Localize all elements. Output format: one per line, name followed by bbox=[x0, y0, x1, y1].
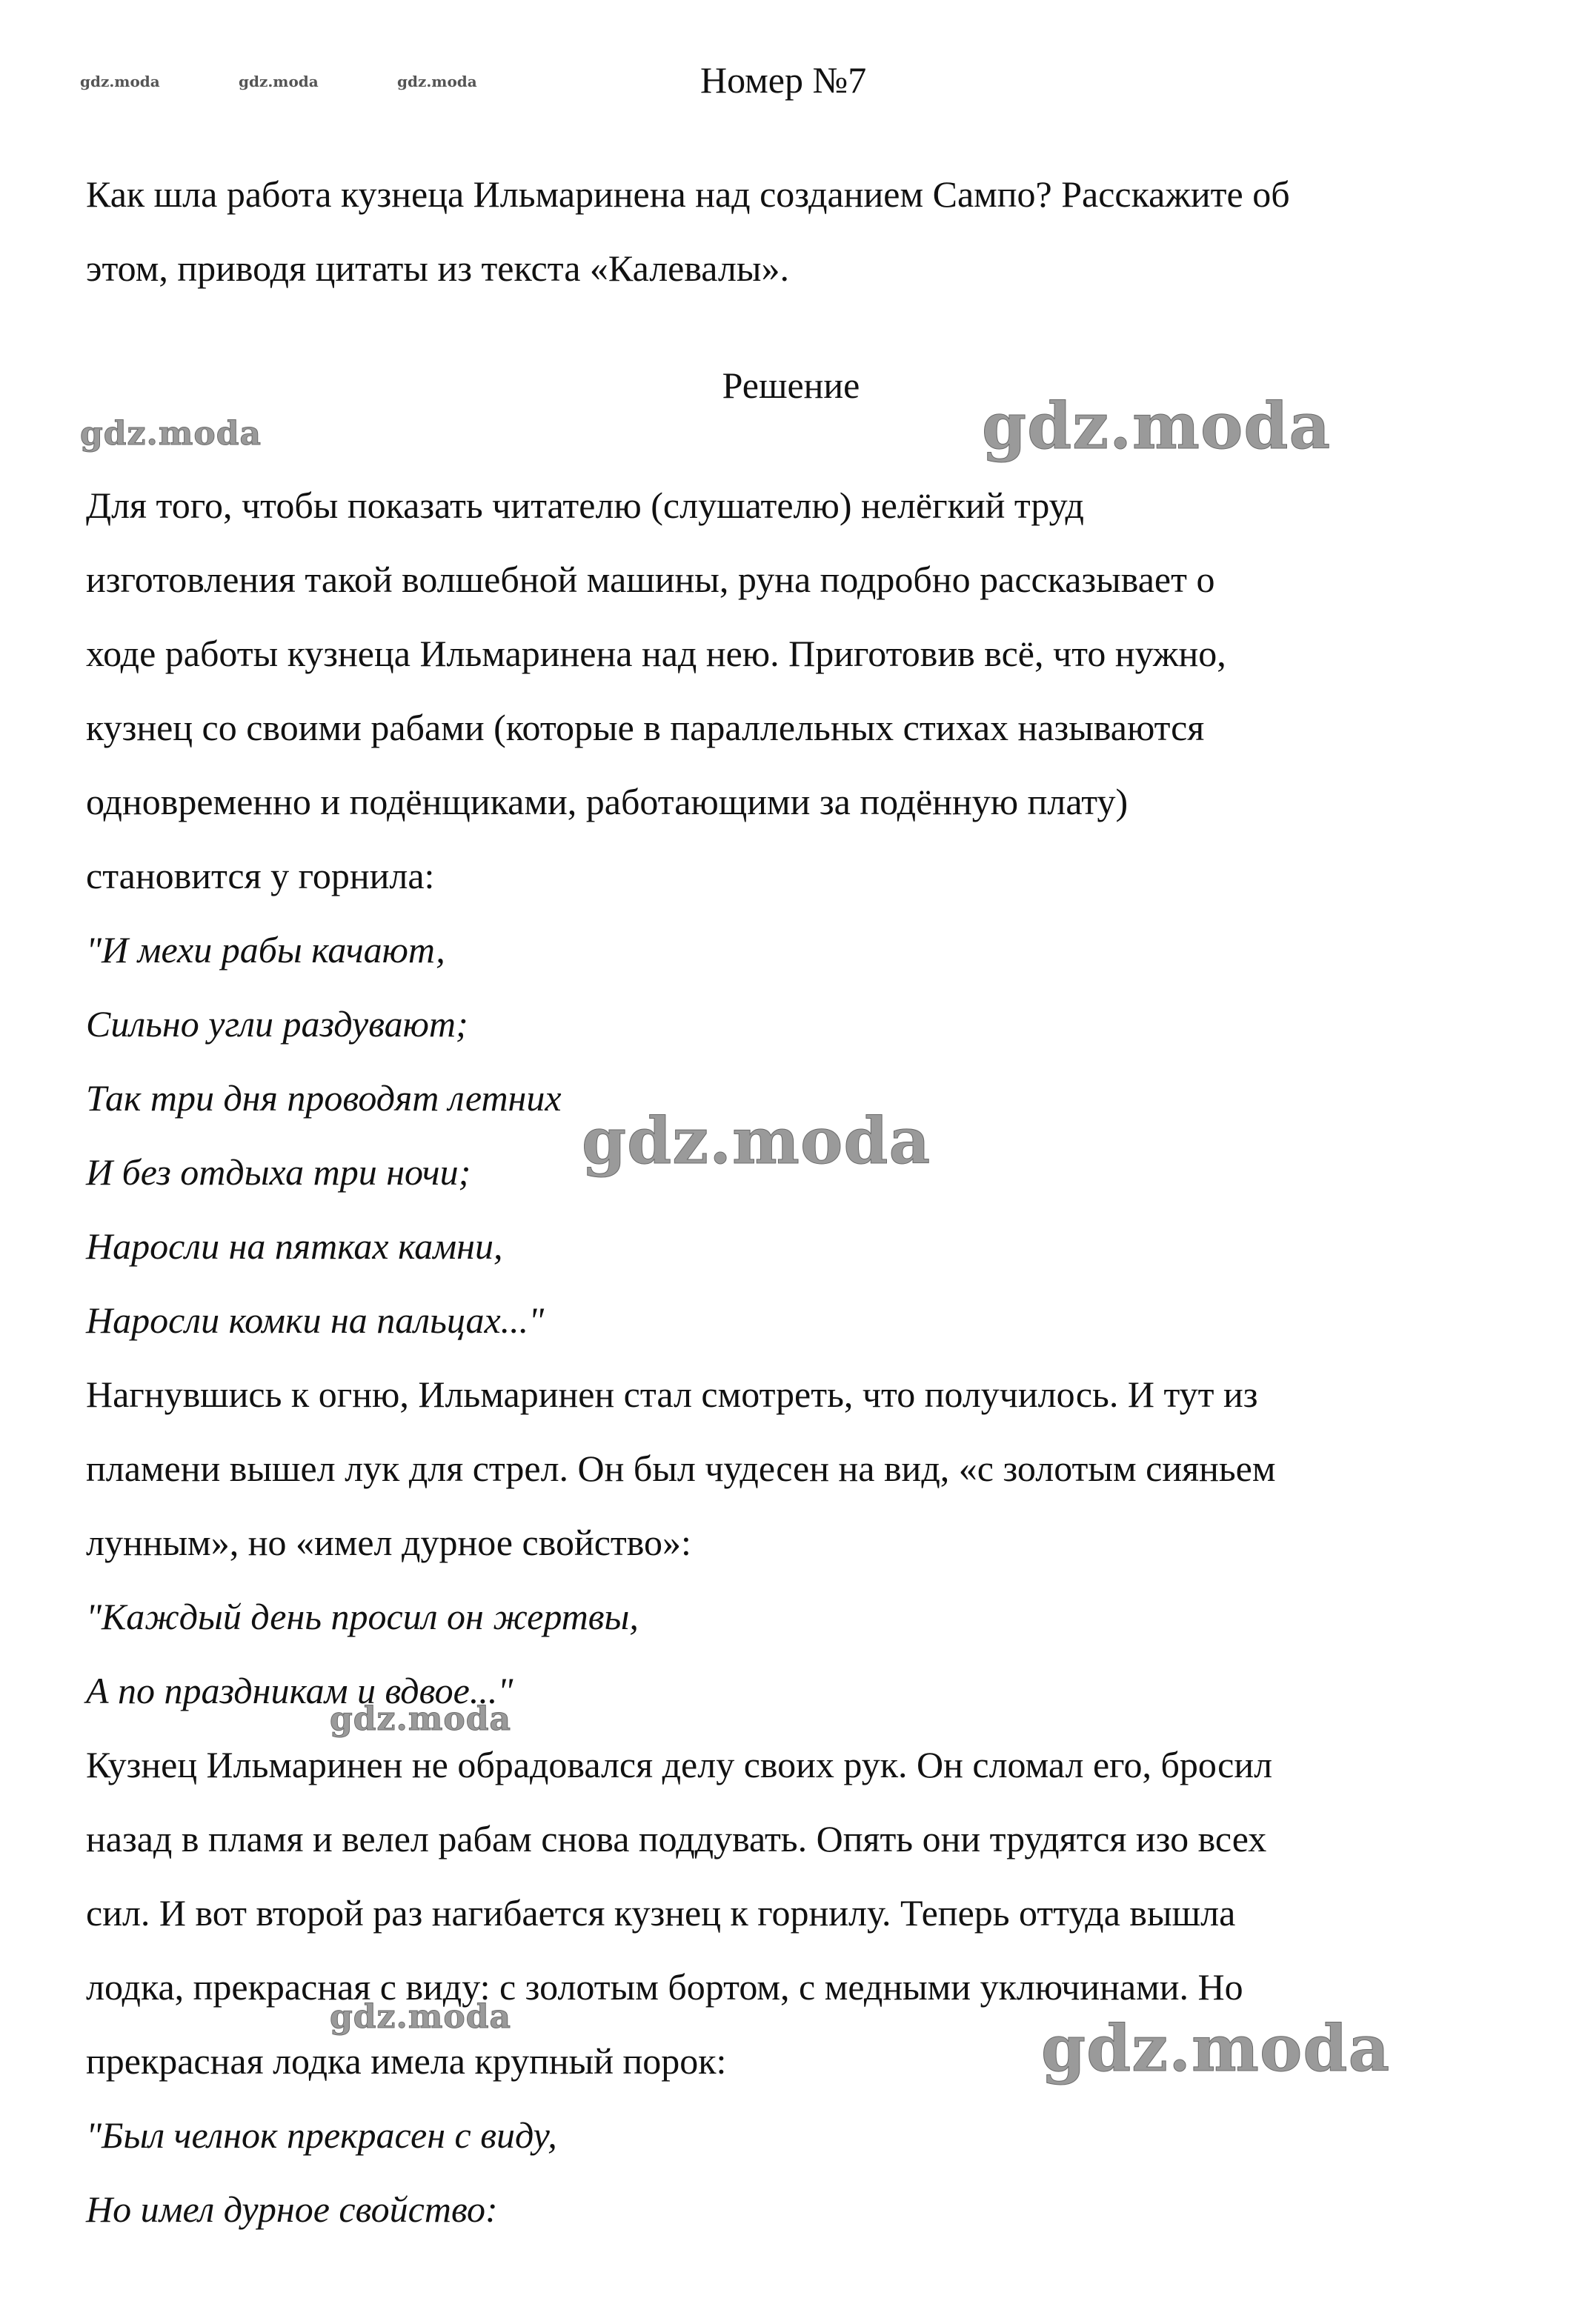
paragraph-1-line-4: кузнец со своими рабами (которые в параллельных стихах называются bbox=[86, 707, 1205, 748]
watermark-small-2: gdz.moda bbox=[330, 1998, 512, 2036]
quote-2-line-2: А по праздникам и вдвое..." bbox=[86, 1670, 514, 1711]
question-line-1: Как шла работа кузнеца Ильмаринена над созданием Сампо? Расскажите об bbox=[86, 173, 1290, 215]
quote-1-line-6: Наросли комки на пальцах..." bbox=[86, 1299, 545, 1341]
page-title: Номер №7 bbox=[700, 59, 867, 101]
solution-heading: Решение bbox=[722, 364, 860, 406]
watermark-header-3: gdz.moda bbox=[397, 73, 477, 90]
quote-3-line-2: Но имел дурное свойство: bbox=[86, 2188, 498, 2230]
quote-1-line-4: И без отдыха три ночи; bbox=[86, 1151, 471, 1193]
paragraph-1-line-6: становится у горнила: bbox=[86, 855, 435, 896]
paragraph-1-line-3: ходе работы кузнеца Ильмаринена над нею. Приготовив всё, что нужно, bbox=[86, 633, 1226, 674]
watermark-small-1: gdz.moda bbox=[330, 1700, 512, 1738]
paragraph-3-line-5: прекрасная лодка имела крупный порок: bbox=[86, 2040, 727, 2082]
watermark-header-2: gdz.moda bbox=[239, 73, 319, 90]
paragraph-1-line-1: Для того, чтобы показать читателю (слушателю) нелёгкий труд bbox=[86, 485, 1084, 526]
paragraph-2-line-2: пламени вышел лук для стрел. Он был чудесен на вид, «с золотым сияньем bbox=[86, 1448, 1276, 1489]
watermark-big-right-1: gdz.moda bbox=[982, 389, 1332, 464]
quote-3-line-1: "Был челнок прекрасен с виду, bbox=[86, 2114, 557, 2156]
watermark-big-center: gdz.moda bbox=[582, 1104, 931, 1179]
watermark-header-1: gdz.moda bbox=[80, 73, 160, 90]
quote-1-line-2: Сильно угли раздувают; bbox=[86, 1003, 468, 1045]
paragraph-1-line-5: одновременно и подёнщиками, работающими за подённую плату) bbox=[86, 781, 1129, 822]
watermark-big-right-2: gdz.moda bbox=[1041, 2011, 1391, 2086]
watermark-mid-left: gdz.moda bbox=[80, 415, 262, 453]
quote-1-line-5: Наросли на пятках камни, bbox=[86, 1225, 503, 1267]
paragraph-2-line-3: лунным», но «имел дурное свойство»: bbox=[86, 1522, 691, 1563]
paragraph-3-line-1: Кузнец Ильмаринен не обрадовался делу своих рук. Он сломал его, бросил bbox=[86, 1744, 1273, 1785]
paragraph-3-line-4: лодка, прекрасная с виду: с золотым бортом, с медными уключинами. Но bbox=[86, 1966, 1243, 2008]
paragraph-2-line-1: Нагнувшись к огню, Ильмаринен стал смотреть, что получилось. И тут из bbox=[86, 1374, 1258, 1415]
paragraph-3-line-3: сил. И вот второй раз нагибается кузнец к горнилу. Теперь оттуда вышла bbox=[86, 1892, 1236, 1934]
quote-1-line-1: "И мехи рабы качают, bbox=[86, 929, 445, 970]
quote-2-line-1: "Каждый день просил он жертвы, bbox=[86, 1596, 639, 1637]
quote-1-line-3: Так три дня проводят летних bbox=[86, 1077, 562, 1119]
paragraph-1-line-2: изготовления такой волшебной машины, руна подробно рассказывает о bbox=[86, 559, 1215, 600]
paragraph-3-line-2: назад в пламя и велел рабам снова поддувать. Опять они трудятся изо всех bbox=[86, 1818, 1267, 1859]
question-line-2: этом, приводя цитаты из текста «Калевалы». bbox=[86, 247, 789, 289]
